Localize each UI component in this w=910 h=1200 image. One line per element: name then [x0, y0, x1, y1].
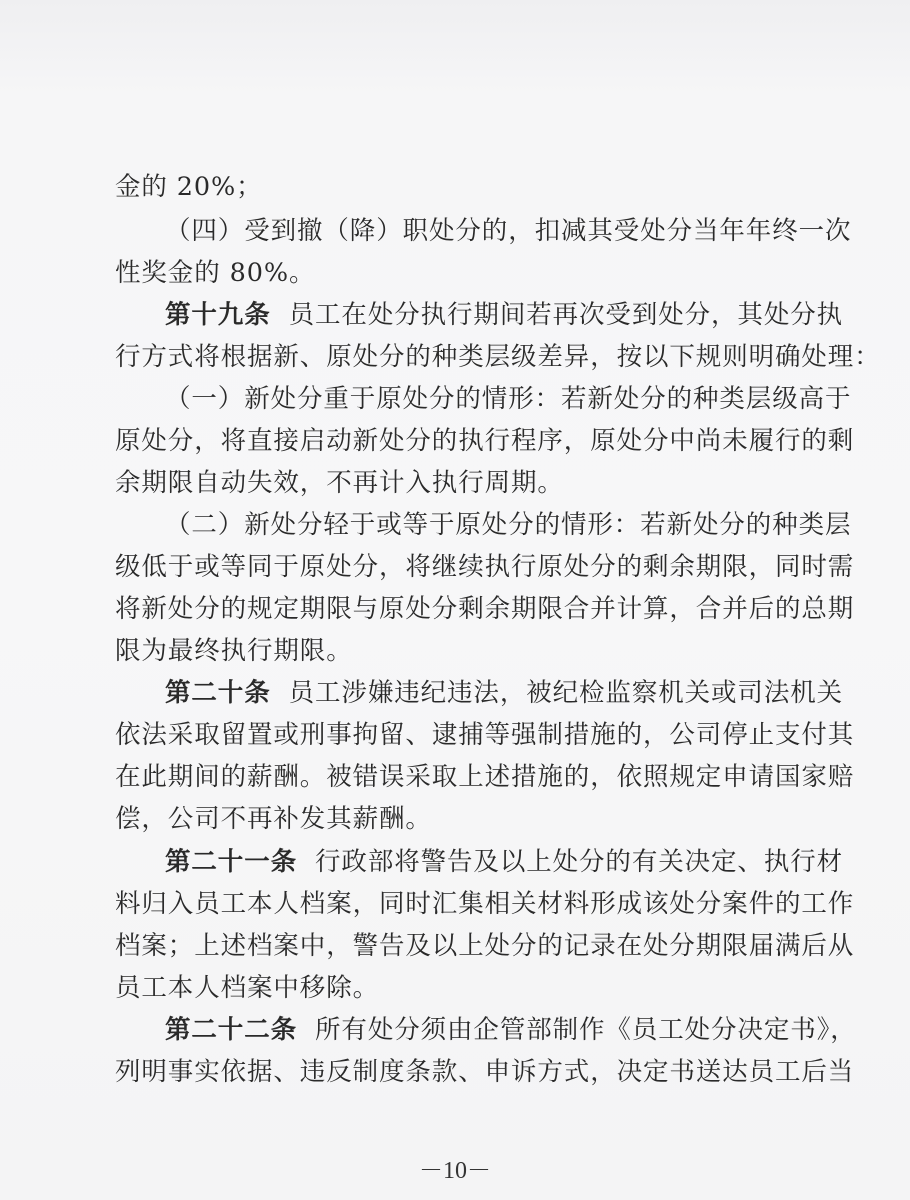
text-line: 行方式将根据新、原处分的种类层级差异，按以下规则明确处理： [115, 342, 881, 372]
article-21-first-line [165, 846, 843, 878]
article-19-heading: 第十九条 [165, 300, 271, 330]
text-line: 将新处分的规定期限与原处分剩余期限合并计算，合并后的总期 [115, 594, 855, 624]
text-line: 级低于或等同于原处分，将继续执行原处分的剩余期限，同时需 [115, 552, 855, 582]
text-line: 依法采取留置或刑事拘留、逮捕等强制措施的，公司停止支付其 [115, 720, 855, 750]
article-20-first-line [165, 677, 843, 709]
text-line: 偿，公司不再补发其薪酬。 [115, 804, 432, 834]
text-line: 料归入员工本人档案，同时汇集相关材料形成该处分案件的工作 [115, 889, 855, 919]
article-22-first-line [165, 1014, 857, 1046]
text-line: （一）新处分重于原处分的情形：若新处分的种类层级高于 [165, 384, 852, 414]
text-line: 档案；上述档案中，警告及以上处分的记录在处分期限届满后从 [115, 931, 855, 961]
article-21-heading: 第二十一条 [165, 847, 298, 877]
text-line: 员工在处分执行期间若再次受到处分，其处分执 [288, 300, 844, 330]
text-line: 金的 20%； [115, 172, 263, 202]
text-line: 所有处分须由企管部制作《员工处分决定书》， [315, 1015, 857, 1045]
text-line: 行政部将警告及以上处分的有关决定、执行材 [315, 847, 844, 877]
text-line: 性奖金的 80%。 [115, 258, 316, 288]
article-19-first-line [165, 299, 843, 331]
text-line: 限为最终执行期限。 [115, 636, 353, 666]
article-20-heading: 第二十条 [165, 678, 271, 708]
text-line: 员工本人档案中移除。 [115, 973, 380, 1003]
text-line: （二）新处分轻于或等于原处分的情形：若新处分的种类层 [165, 510, 852, 540]
article-22-heading: 第二十二条 [165, 1015, 298, 1045]
text-line: （四）受到撤（降）职处分的，扣减其受处分当年年终一次 [165, 216, 852, 246]
page-number: －10－ [419, 1158, 491, 1184]
text-line: 原处分，将直接启动新处分的执行程序，原处分中尚未履行的剩 [115, 426, 855, 456]
text-line: 在此期间的薪酬。被错误采取上述措施的，依照规定申请国家赔 [115, 762, 855, 792]
text-line: 员工涉嫌违纪违法，被纪检监察机关或司法机关 [288, 678, 844, 708]
text-line: 列明事实依据、违反制度条款、申诉方式，决定书送达员工后当 [115, 1057, 855, 1087]
text-line: 余期限自动失效，不再计入执行周期。 [115, 468, 564, 498]
